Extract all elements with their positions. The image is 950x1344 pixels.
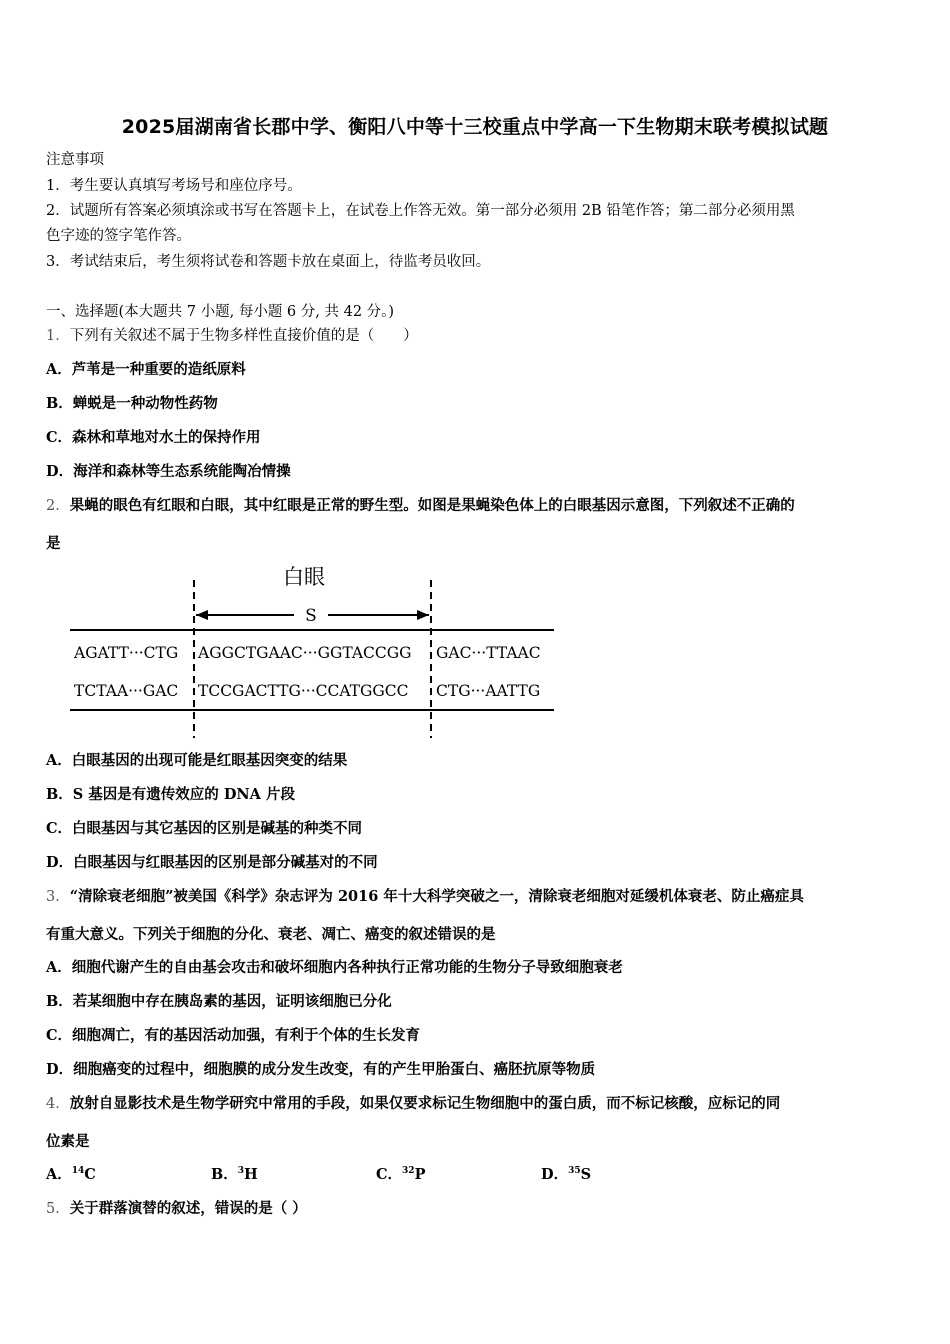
notice-item-1: 1．考生要认真填写考场号和座位序号。 — [46, 178, 302, 194]
question-1 — [46, 326, 418, 346]
question-3 — [46, 887, 804, 907]
s-label: S — [305, 606, 317, 626]
question-stem: “清除衰老细胞”被美国《科学》杂志评为 2016 年十大科学突破之一，清除衰老细胞对延缓机体衰老、防止癌症具 — [69, 888, 804, 905]
q4-options — [46, 1165, 706, 1185]
question-2-cont: 是 — [46, 535, 61, 552]
q4-option-a: A．$^{14}$C — [46, 1166, 96, 1183]
page-title: 2025届湖南省长郡中学、衡阳八中等十三校重点中学高一下生物期末联考模拟试题 — [121, 116, 829, 138]
q1-option-b: B．蝉蜕是一种动物性药物 — [46, 395, 218, 412]
q4-option-d: D．$^{35}$S — [541, 1166, 592, 1183]
question-3-cont: 有重大意义。下列关于细胞的分化、衰老、凋亡、癌变的叙述错误的是 — [46, 926, 496, 943]
question-number: 5． — [46, 1201, 70, 1217]
notice-item-2-cont: 色字迹的签字笔作答。 — [46, 228, 191, 244]
q4-option-c: C．$^{32}$P — [376, 1166, 426, 1183]
top-strand-gene: AGGCTGAAC···GGTACCGG — [198, 644, 412, 662]
q3-option-a: A．细胞代谢产生的自由基会攻击和破坏细胞内各种执行正常功能的生物分子导致细胞衰老 — [46, 959, 623, 976]
section-heading: 一、选择题(本大题共 7 小题, 每小题 6 分, 共 42 分。) — [46, 304, 395, 320]
notice-item-2: 2．试题所有答案必须填涂或书写在答题卡上，在试卷上作答无效。第一部分必须用 2B 铅笔作答；第二部分必须用黑 — [46, 203, 795, 219]
q3-option-d: D．细胞癌变的过程中，细胞膜的成分发生改变，有的产生甲胎蛋白、癌胚抗原等物质 — [46, 1061, 596, 1078]
notice-item-3: 3．考试结束后，考生须将试卷和答题卡放在桌面上，待监考员收回。 — [46, 254, 491, 270]
question-5 — [46, 1199, 307, 1219]
q1-option-d: D．海洋和森林等生态系统能陶冶情操 — [46, 463, 291, 480]
q1-option-a: A．芦苇是一种重要的造纸原料 — [46, 361, 246, 378]
question-number: 3． — [46, 889, 70, 905]
question-stem: 下列有关叙述不属于生物多样性直接价值的是（ ） — [69, 328, 418, 344]
q1-option-c: C．森林和草地对水土的保持作用 — [46, 429, 261, 446]
question-number: 1． — [46, 328, 70, 344]
q2-option-d: D．白眼基因与红眼基因的区别是部分碱基对的不同 — [46, 854, 378, 871]
q3-option-b: B．若某细胞中存在胰岛素的基因，证明该细胞已分化 — [46, 993, 392, 1010]
question-4-cont: 位素是 — [46, 1133, 90, 1150]
q2-option-a: A．白眼基因的出现可能是红眼基因突变的结果 — [46, 752, 348, 769]
question-number: 4． — [46, 1096, 70, 1112]
question-2 — [46, 496, 795, 516]
question-stem: 放射自显影技术是生物学研究中常用的手段，如果仅要求标记生物细胞中的蛋白质，而不标记核酸，应标记的同 — [69, 1095, 781, 1112]
arrowhead-right-icon — [417, 610, 429, 620]
bottom-strand-left: TCTAA···GAC — [74, 682, 179, 700]
q2-option-c: C．白眼基因与其它基因的区别是碱基的种类不同 — [46, 820, 363, 837]
white-eye-gene-figure — [66, 560, 560, 740]
top-strand-left: AGATT···CTG — [74, 644, 179, 662]
q2-option-b: B．S 基因是有遗传效应的 DNA 片段 — [46, 786, 295, 803]
figure-label: 白眼 — [283, 565, 325, 589]
q3-option-c: C．细胞凋亡，有的基因活动加强，有利于个体的生长发育 — [46, 1027, 421, 1044]
notice-heading: 注意事项 — [46, 152, 104, 168]
question-4 — [46, 1094, 780, 1114]
q4-option-b: B．$^3$H — [211, 1166, 258, 1183]
top-strand-right: GAC···TTAAC — [436, 644, 541, 662]
bottom-strand-gene: TCCGACTTG···CCATGGCC — [198, 682, 409, 700]
question-number: 2． — [46, 498, 70, 514]
arrowhead-left-icon — [196, 610, 208, 620]
bottom-strand-right: CTG···AATTG — [436, 682, 541, 700]
question-stem: 果蝇的眼色有红眼和白眼，其中红眼是正常的野生型。如图是果蝇染色体上的白眼基因示意图，下列叙述不正确的 — [69, 497, 795, 514]
question-stem: 关于群落演替的叙述，错误的是（ ） — [69, 1200, 307, 1217]
